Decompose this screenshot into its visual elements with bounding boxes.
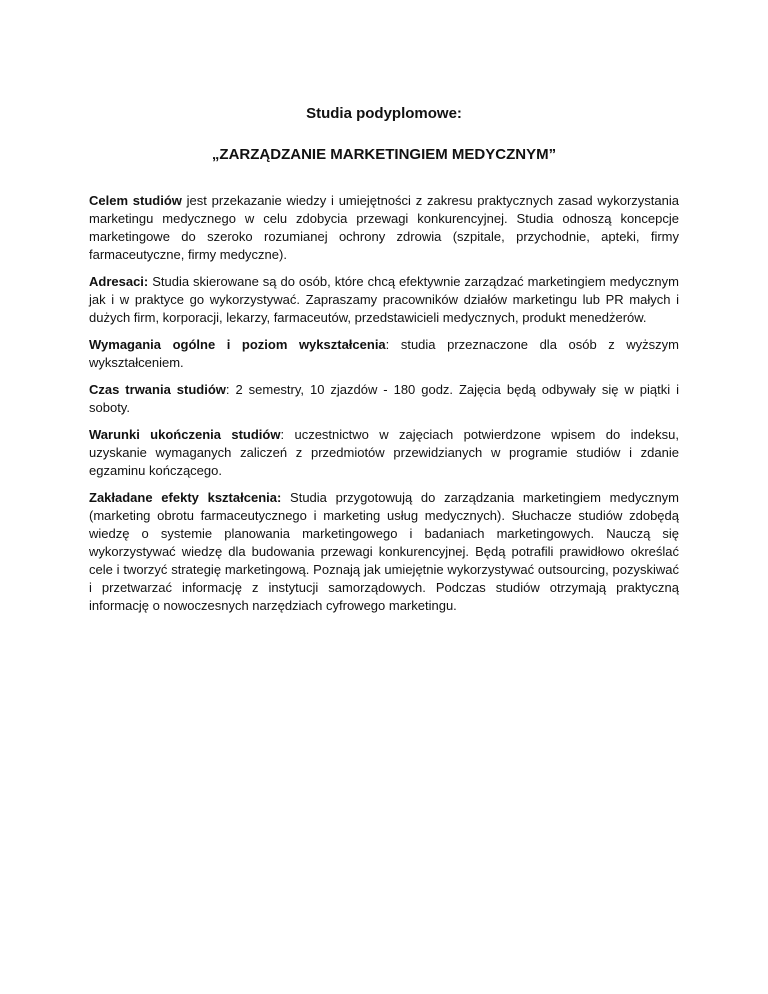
- document-title: Studia podyplomowe:: [306, 105, 462, 122]
- paragraph-outcomes-lead: Zakładane efekty kształcenia:: [89, 490, 282, 505]
- paragraph-completion: [89, 426, 679, 480]
- paragraph-goal-lead: Celem studiów: [89, 193, 182, 208]
- paragraph-outcomes: [89, 489, 679, 615]
- paragraph-audience-text: Studia skierowane są do osób, które chcą efektywnie zarządzać marketingiem medycznym jak i w praktyce go wykorzystywać. Zapraszamy pracowników działów marketingu lub PR małych i dużych firm, korporacji, lekarzy, farmaceutów, przedstawicieli medycznych, produkt menedżerów.: [89, 274, 679, 325]
- paragraph-audience-lead: Adresaci:: [89, 274, 149, 289]
- paragraph-requirements-text: : studia przeznaczone dla osób z wyższym wykształceniem.: [89, 337, 680, 370]
- paragraph-duration: [89, 381, 679, 417]
- paragraph-completion-lead: Warunki ukończenia studiów: [89, 427, 281, 442]
- paragraph-completion-text: : uczestnictwo w zajęciach potwierdzone wpisem do indeksu, uzyskanie wymaganych zaliczeń z przedmiotów przewidzianych w programie studiów i zdanie egzaminu kończącego.: [89, 427, 679, 478]
- paragraph-goal-text: jest przekazanie wiedzy i umiejętności z zakresu praktycznych zasad wykorzystania marketingu medycznego w celu zdobycia przewagi konkurencyjnej. Studia odnoszą koncepcje marketingowe do szeroko rozumianej ochrony zdrowia (szpitale, przychodnie, apteki, firmy farmaceutyczne, firmy medyczne).: [89, 193, 679, 262]
- paragraph-duration-lead: Czas trwania studiów: [89, 382, 226, 397]
- paragraph-outcomes-text: Studia przygotowują do zarządzania marketingiem medycznym (marketing obrotu farmaceutycznego i marketing usług medycznych). Słuchacze studiów zdobędą wiedzę o systemie planowania marketingowego i badaniach marketingowych. Nauczą się wykorzystywać wiedzę dla budowania przewagi konkurencyjnej. Będą potrafili prawidłowo określać cele i tworzyć strategię marketingową. Poznają jak umiejętnie wykorzystywać outsourcing, pozyskiwać i przetwarzać informację z instytucji samorządowych. Podczas studiów otrzymają praktyczną informację o nowoczesnych narzędziach cyfrowego marketingu.: [89, 490, 680, 613]
- paragraph-goal: [89, 192, 679, 264]
- paragraph-duration-text: : 2 semestry, 10 zjazdów - 180 godz. Zajęcia będą odbywały się w piątki i soboty.: [89, 382, 679, 415]
- document-body: [89, 192, 679, 624]
- paragraph-requirements: [89, 336, 679, 372]
- document-subtitle: „ZARZĄDZANIE MARKETINGIEM MEDYCZNYM”: [211, 146, 557, 163]
- paragraph-audience: [89, 273, 679, 327]
- paragraph-requirements-lead: Wymagania ogólne i poziom wykształcenia: [89, 337, 386, 352]
